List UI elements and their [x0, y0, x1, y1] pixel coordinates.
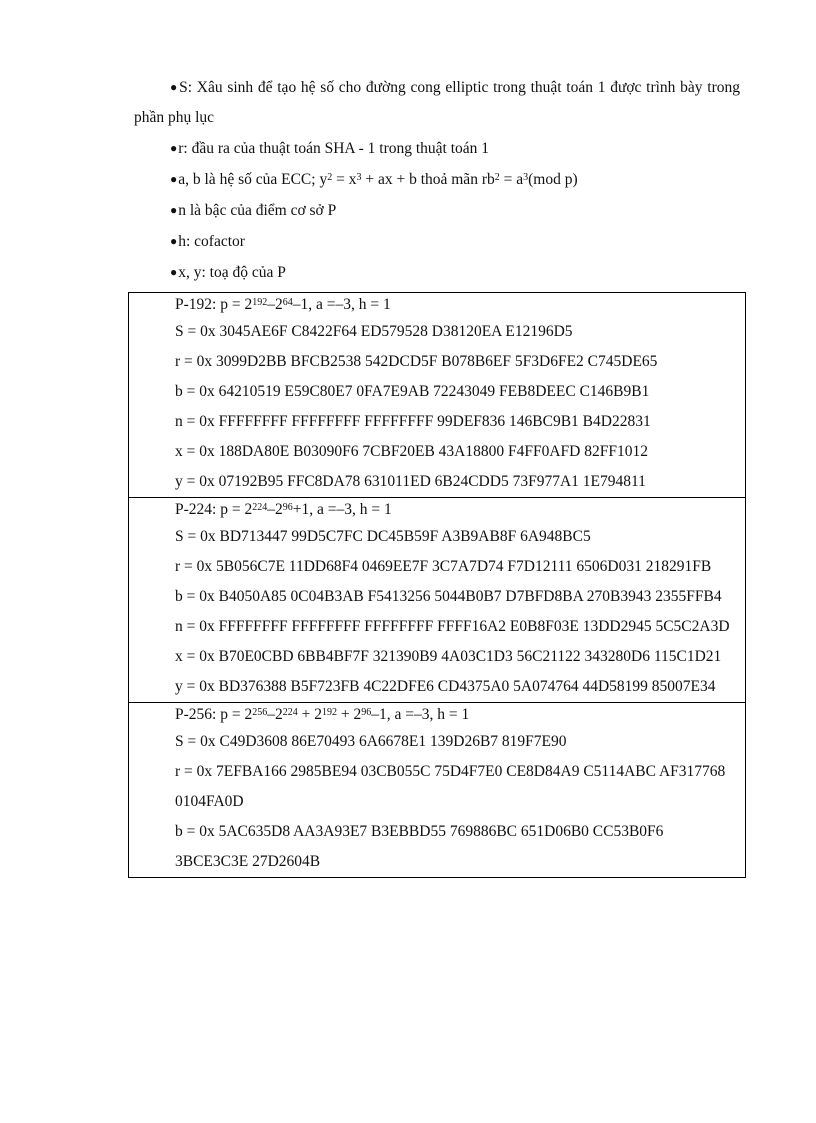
- bullet-icon: ●: [170, 80, 179, 94]
- bullet-icon: ●: [170, 203, 178, 217]
- param-s: S = 0x BD713447 99D5C7FC DC45B59F A3B9AB8F 6A948BC5: [175, 528, 591, 545]
- param-r: r = 0x 7EFBA166 2985BE94 03CB055C 75D4F7E0 CE8D84A9 C5114ABC AF317768 0104FA0D: [175, 763, 726, 810]
- bullet-ab: ●a, b là hệ số của ECC; $y^2 = x^3$ + ax + b thoả mãn $rb^2 = a^3(mod$ p): [170, 171, 578, 188]
- param-b: b = 0x B4050A85 0C04B3AB F5413256 5044B0B7 D7BFD8BA 270B3943 2355FFB4: [175, 588, 722, 605]
- param-r: r = 0x 3099D2BB BFCB2538 542DCD5F B078B6EF 5F3D6FE2 C745DE65: [175, 353, 658, 370]
- curve-parameters-table: [128, 292, 746, 878]
- bullet-xy: ●x, y: toạ độ của P: [170, 264, 286, 281]
- bullet-r: ●r: đầu ra của thuật toán SHA - 1 trong thuật toán 1: [170, 140, 490, 157]
- bullet-h: ●h: cofactor: [170, 233, 245, 250]
- param-r: r = 0x 5B056C7E 11DD68F4 0469EE7F 3C7A7D74 F7D12111 6506D031 218291FB: [175, 558, 712, 575]
- param-b: b = 0x 64210519 E59C80E7 0FA7E9AB 72243049 FEB8DEEC C146B9B1: [175, 383, 650, 400]
- bullet-icon: ●: [170, 172, 178, 186]
- bullet-icon: ●: [170, 234, 178, 248]
- param-s: S = 0x C49D3608 86E70493 6A6678E1 139D26B7 819F7E90: [175, 733, 567, 750]
- bullet-icon: ●: [170, 141, 178, 155]
- param-s: S = 0x 3045AE6F C8422F64 ED579528 D38120EA E12196D5: [175, 323, 573, 340]
- section-header: P-256: $p = 2^{256}-2^{224} + 2^{192} + 2^{96}-1$, a =–3, h = 1: [175, 706, 470, 723]
- param-y: y = 0x BD376388 B5F723FB 4C22DFE6 CD4375A0 5A074764 44D58199 85007E34: [175, 678, 716, 695]
- curve-section-p192: [129, 293, 745, 497]
- bullet-s: ●S: Xâu sinh để tạo hệ số cho đường cong elliptic trong thuật toán 1 được trình bày trong phần phụ lục: [134, 79, 740, 126]
- bullet-icon: ●: [170, 265, 178, 279]
- param-n: n = 0x FFFFFFFF FFFFFFFF FFFFFFFF 99DEF836 146BC9B1 B4D22831: [175, 413, 651, 430]
- curve-section-p224: [129, 497, 745, 702]
- curve-section-p256: [129, 702, 745, 877]
- param-b: b = 0x 5AC635D8 AA3A93E7 B3EBBD55 769886BC 651D06B0 CC53B0F6 3BCE3C3E 27D2604B: [175, 823, 664, 870]
- parameter-definitions: [134, 72, 740, 288]
- param-y: y = 0x 07192B95 FFC8DA78 631011ED 6B24CDD5 73F977A1 1E794811: [175, 473, 646, 490]
- param-n: n = 0x FFFFFFFF FFFFFFFF FFFFFFFF FFFF16A2 E0B8F03E 13DD2945 5C5C2A3D: [175, 618, 730, 635]
- section-header: P-224: $p = 2^{224}-2^{96}+1$, a =–3, h = 1: [175, 501, 392, 518]
- section-header: P-192: $p = 2^{192}-2^{64}-1$, a =–3, h = 1: [175, 296, 391, 313]
- bullet-n: ●n là bậc của điểm cơ sở P: [170, 202, 337, 219]
- param-x: x = 0x 188DA80E B03090F6 7CBF20EB 43A18800 F4FF0AFD 82FF1012: [175, 443, 648, 460]
- param-x: x = 0x B70E0CBD 6BB4BF7F 321390B9 4A03C1D3 56C21122 343280D6 115C1D21: [175, 648, 722, 665]
